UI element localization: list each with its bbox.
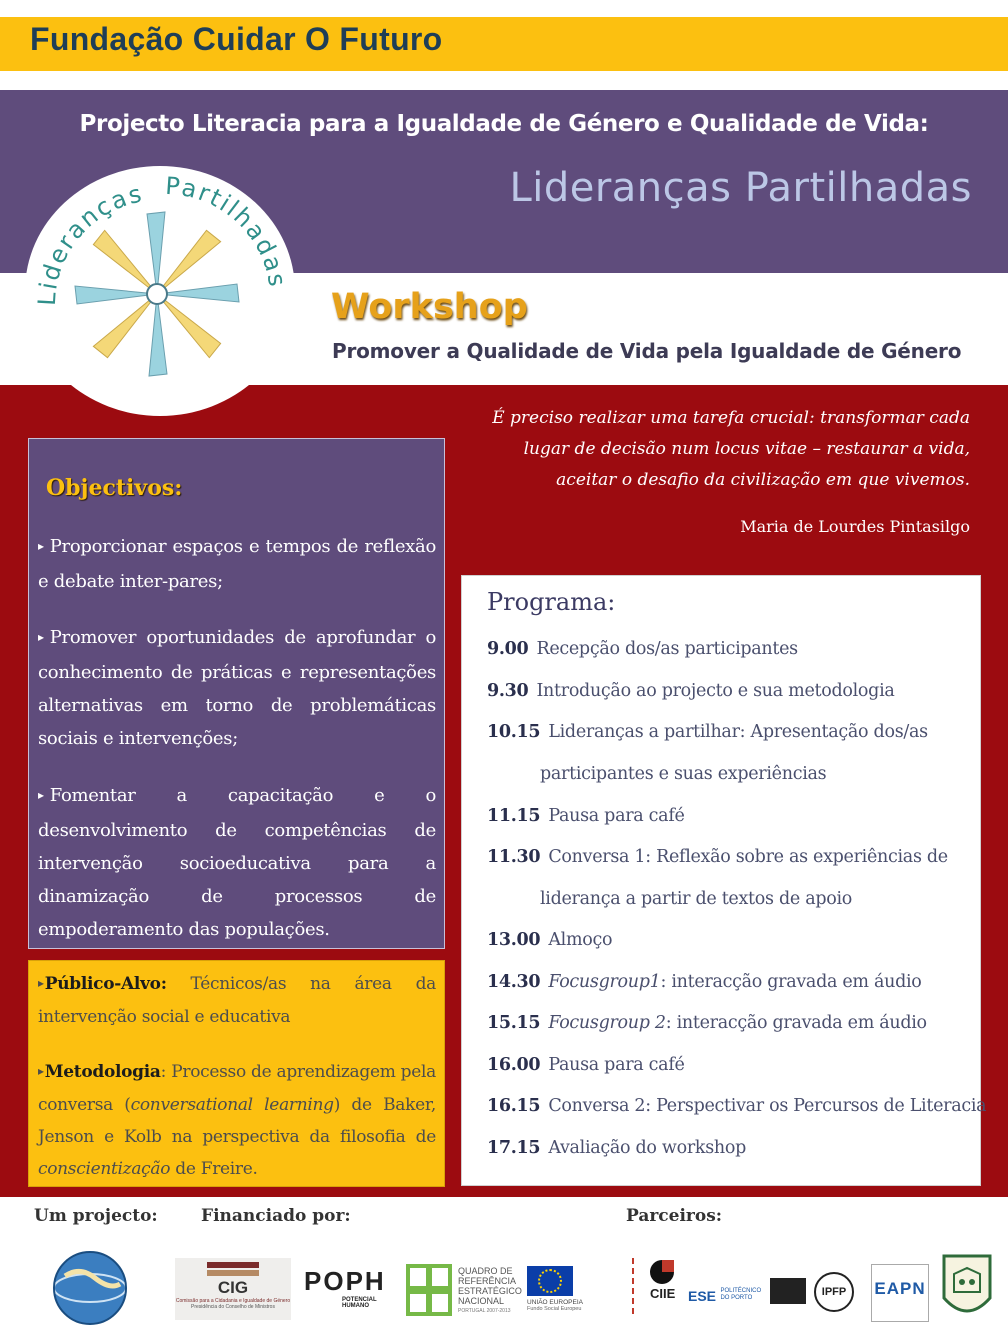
organization-title: Fundação Cuidar O Futuro (30, 21, 443, 57)
project-title: Projecto Literacia para a Igualdade de Género e Qualidade de Vida: (79, 111, 929, 137)
university-crest-logo (940, 1252, 994, 1326)
programme-item: 17.15 Avaliação do workshop (487, 1138, 746, 1158)
triangle-bullet-icon: ▸ (38, 1064, 44, 1078)
qren-logo: QUADRO DE REFERÊNCIA ESTRATÉGICO NACIONAL PORTUGAL 2007-2013 (406, 1262, 526, 1318)
eu-flag-icon (527, 1266, 573, 1296)
programme-item: 14.30 Focusgroup1: interacção gravada em áudio (487, 972, 922, 992)
project-subtitle: Lideranças Partilhadas (509, 165, 972, 211)
quote-line: lugar de decisão num locus vitae – restaurar a vida, (523, 439, 970, 459)
programme-item: 9.30 Introdução ao projecto e sua metodologia (487, 681, 895, 701)
quote-author: Maria de Lourdes Pintasilgo (740, 517, 970, 536)
programme-item: 16.00 Pausa para café (487, 1055, 685, 1075)
header-banner (0, 17, 1008, 71)
eapn-logo: EAPN (871, 1264, 929, 1322)
programme-item: 15.15 Focusgroup 2: interacção gravada em áudio (487, 1013, 927, 1033)
objective-item: ▸ Proporcionar espaços e tempos de reflexão e debate inter-pares; (38, 536, 436, 592)
programme-title: Programa: (487, 588, 616, 616)
programme-box (461, 575, 987, 1186)
target-audience: ▸Público-Alvo: Técnicos/as na área da intervenção social e educativa (38, 974, 436, 1027)
programme-item-continued: participantes e suas experiências (540, 764, 827, 784)
workshop-heading: Workshop (331, 287, 528, 327)
objective-item: ▸ Promover oportunidades de aprofundar o conhecimento de práticas e representações alternativas em torno de problemáticas sociais e intervenções; (38, 627, 436, 749)
quote-line: aceitar o desafio da civilização em que vivemos. (556, 470, 970, 490)
poph-logo: POPH POTENCIAL HUMANO (304, 1266, 386, 1309)
programme-item: 10.15 Lideranças a partilhar: Apresentação dos/as (487, 722, 928, 742)
programme-item: 16.15 Conversa 2: Perspectivar os Percursos de Literacia (487, 1096, 987, 1116)
triangle-bullet-icon: ▸ (38, 539, 44, 553)
programme-item: 11.30 Conversa 1: Reflexão sobre as experiências de (487, 847, 948, 867)
logo-text-right: Partilhadas (164, 171, 292, 291)
objectives-title: Objectivos: (46, 475, 183, 501)
methodology: ▸Metodologia: Processo de aprendizagem pela conversa (conversational learning) de Baker, Jenson e Kolb na perspectiva da filosofia de conscientização de Freire. (38, 1062, 436, 1179)
fundacao-logo (35, 1236, 145, 1337)
ciie-logo: CIIE (628, 1256, 680, 1318)
workshop-subtitle: Promover a Qualidade de Vida pela Igualdade de Género (332, 339, 962, 363)
objective-item: ▸ Fomentar a capacitação e o desenvolvimento de competências de intervenção socioeducativa para a dinamização de processos de empoderamento das populações. (38, 785, 436, 940)
people-circle-icon (75, 212, 239, 376)
quote-line: É preciso realizar uma tarefa crucial: transformar cada (492, 408, 970, 428)
audience-box (28, 960, 445, 1187)
objectives-box (28, 438, 445, 949)
eu-logo: UNIÃO EUROPEIA Fundo Social Europeu (527, 1266, 587, 1314)
triangle-bullet-icon: ▸ (38, 788, 44, 802)
programme-item-continued: liderança a partir de textos de apoio (540, 889, 852, 909)
project-label: Um projecto: (34, 1206, 158, 1226)
triangle-bullet-icon: ▸ (38, 976, 44, 990)
quote (450, 403, 970, 496)
programme-item: 13.00 Almoço (487, 930, 613, 950)
programme-item: 9.00 Recepção dos/as participantes (487, 639, 798, 659)
cig-logo: CIG Comissão para a Cidadania e Igualdade de Género Presidência do Conselho de Ministros (175, 1258, 291, 1320)
funded-label: Financiado por: (201, 1206, 351, 1226)
triangle-bullet-icon: ▸ (38, 630, 44, 644)
ipfp-logo: IPFP (770, 1272, 860, 1316)
liderancas-logo (25, 166, 295, 416)
partners-label: Parceiros: (626, 1206, 723, 1226)
ese-logo: ESE POLITÉCNICO DO PORTO (688, 1288, 762, 1304)
logo-text-left: Lideranças (32, 179, 146, 307)
programme-item: 11.15 Pausa para café (487, 806, 685, 826)
